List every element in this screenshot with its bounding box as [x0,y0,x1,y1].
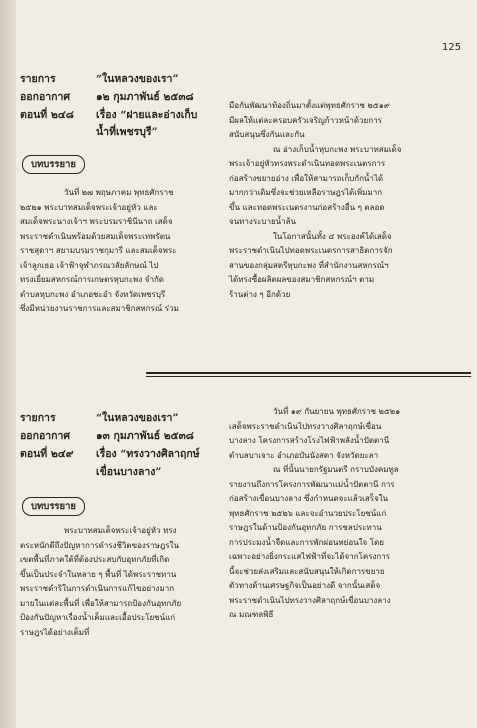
episode-label: ตอนที่ ๒๔๙ [20,448,74,460]
narration-badge: บทบรรยาย [22,497,85,516]
program-row [20,70,179,87]
text-line: ซึ่งมีหน่วยงานราชการและสมาชิกสหกรณ์ ร่วม [20,304,179,313]
text-line: รายงานถึงการโครงการพัฒนาแม่น้ำปัตตานี การ [229,479,395,489]
document-page [16,0,477,728]
text-line: เฉพาะอย่างยิ่งกระแสไฟฟ้าที่จะได้จากโครงการ [229,552,391,561]
program-label: รายการ [20,412,56,424]
text-line: พระเจ้าอยู่หัวทรงพระดำเนินทอดพระเนตรการ [229,159,386,168]
text-line: ราษฎรได้อย่างเต็มที่ [20,627,90,637]
text-line: ก่อสร้างขยายอ่าง เพื่อให้สามารถเก็บกักน้ำได้ [229,173,384,183]
section-divider [146,372,471,374]
program-row [20,409,179,426]
episode-label: ตอนที่ ๒๔๘ [20,109,74,121]
text-line: ราษฎรในด้านป้องกันอุทกภัย การชลประทาน [229,523,382,532]
air-date-row [20,88,194,105]
text-line: ตระหนักดีถึงปัญหาการดำรงชีวิตของราษฎรใน [20,540,179,550]
episode-row [20,445,200,462]
text-line: ราชสุดาฯ สยามบรมราชกุมารี และสมเด็จพระ [20,246,177,255]
text-line: ณ อ่างเก็บน้ำหุบกะพง พระบาทสมเด็จ [273,144,402,154]
air-date-value: ๑๒ กุมภาพันธ์ ๒๕๓๘ [96,91,194,103]
article-2-left-column [20,524,226,640]
text-line: การประมงน้ำจืดและการพักผ่อนหย่อนใจ โดย [229,537,384,547]
text-line: มายในแต่ละพื้นที่ เพื่อให้สามารถป้องกันอุทกภัย [20,598,182,608]
text-line: วันที่ ๑๙ กันยายน พุทธศักราช ๒๕๒๑ [273,407,401,416]
text-line: เขตพื้นที่ภาคใต้ที่ต้องประสบกับอุทกภัยที่เกิด [20,555,170,564]
episode-subject: เรื่อง “ทรงวางศิลาฤกษ์ [96,448,200,460]
text-line: วันที่ ๒๗ พฤษภาคม พุทธศักราช [64,188,174,197]
text-line: บางลาง โครงการสร้างโรงไฟฟ้าพลังน้ำปัตตานี [229,436,390,445]
text-line: ป้องกันปัญหาเรื่องน้ำเค็มและเอื้อประโยชน์แก่ [20,613,176,622]
page-number: 125 [442,42,462,53]
program-title: “ในหลวงของเรา” [96,73,179,85]
text-line: นี้จะช่วยส่งเสริมและสนับสนุนให้เกิดการขยาย [229,566,385,576]
text-line: ก่อสร้างเขื่อนบางลาง ซึ่งกำหนดจะแล้วเสร็จใน [229,494,389,503]
episode-row [20,106,197,123]
text-line: พระราชดำเนินไปทรงวางศิลาฤกษ์เขื่อนบางลาง [229,595,391,605]
text-line: พระราชดำเนินไปทอดพระเนตรการสาธิตการจัก [229,246,393,255]
text-line: ตำบลบาเจาะ อำเภอบันนังสตา จังหวัดยะลา [229,450,379,460]
text-line: พุทธศักราช ๒๕๒๖ และจะอำนวยประโยชน์แก่ [229,508,387,518]
text-line: สมเด็จพระนางเจ้าฯ พระบรมราชินีนาถ เสด็จ [20,217,173,226]
text-line: พระราชดำเนินพร้อมด้วยสมเด็จพระเทพรัตน [20,231,171,241]
text-line: เสด็จพระราชดำเนินไปทรงวางศิลาฤกษ์เขื่อน [229,421,382,431]
text-line: ๒๕๒๑ พระบาทสมเด็จพระเจ้าอยู่หัว และ [20,202,158,212]
episode-subject: เรื่อง “ฝายและอ่างเก็บ [96,109,198,121]
text-line: ในโอกาสนั้นทั้ง ๔ พระองค์ได้เสด็จ [273,231,392,241]
text-line: ตัวทางด้านเศรษฐกิจเป็นอย่างดี จากนั้นเสด็จ [229,581,381,590]
page-gutter-shadow [0,0,16,728]
article-1-right-column [229,99,471,302]
text-line: ทรงเยี่ยมสหกรณ์การเกษตรหุบกะพง จำกัด [20,275,164,284]
article-1-left-column [20,186,226,317]
text-line: ณ มณฑลพิธี [229,610,274,619]
text-line: พระราชดำริในการดำเนินการแก้ไขอย่างมาก [20,584,175,593]
air-date-label: ออกอากาศ [20,91,71,103]
text-line: จนทางระบายน้ำล้น [229,217,297,226]
text-line: เจ้าลูกเธอ เจ้าฟ้าจุฬาภรณวลัยลักษณ์ ไป [20,260,159,270]
air-date-value: ๑๓ กุมภาพันธ์ ๒๕๓๘ [96,430,194,442]
air-date-row [20,427,194,444]
text-line: ขึ้น และทอดพระเนตรงานก่อสร้างอื่น ๆ ตลอด [229,202,385,212]
text-line: มือกันพัฒนาท้องถิ่นมาตั้งแต่พุทธศักราช ๒๕๑๙ [229,101,390,110]
section-divider-thin [146,376,471,377]
text-line: สนับสนุนซึ่งกันและกัน [229,130,305,139]
air-date-label: ออกอากาศ [20,430,71,442]
text-line: ขึ้นเป็นประจำในหลาย ๆ พื้นที่ ได้พระราชทาน [20,569,177,579]
text-line: ตำบลหุบกะพง อำเภอชะอำ จังหวัดเพชรบุรี [20,289,166,299]
text-line: ร้านต่าง ๆ อีกด้วย [229,289,291,299]
narration-badge: บทบรรยาย [22,155,85,174]
program-label: รายการ [20,73,56,85]
text-line: มีผลให้แต่ละครอบครัวเจริญก้าวหน้าด้วยการ [229,115,382,125]
text-line: ณ ที่นั้นนายกรัฐมนตรี กราบบังคมทูล [273,465,399,474]
episode-subject-continued: น้ำที่เพชรบุรี” [96,126,158,138]
text-line: สานของกลุ่มสตรีหุบกะพง ที่สำนักงานสหกรณ์ฯ [229,260,389,270]
episode-subject-continued: เขื่อนบางลาง” [96,466,162,478]
program-title: “ในหลวงของเรา” [96,412,179,424]
text-line: พระบาทสมเด็จพระเจ้าอยู่หัว ทรง [64,526,177,535]
text-line: มากกว่าเดิมซึ่งจะช่วยเหลือราษฎรได้เพิ่มมาก [229,188,383,197]
article-2-right-column [229,405,471,623]
text-line: ได้ทรงซื้อผลิตผลของสมาชิกสหกรณ์ฯ ตาม [229,275,375,284]
